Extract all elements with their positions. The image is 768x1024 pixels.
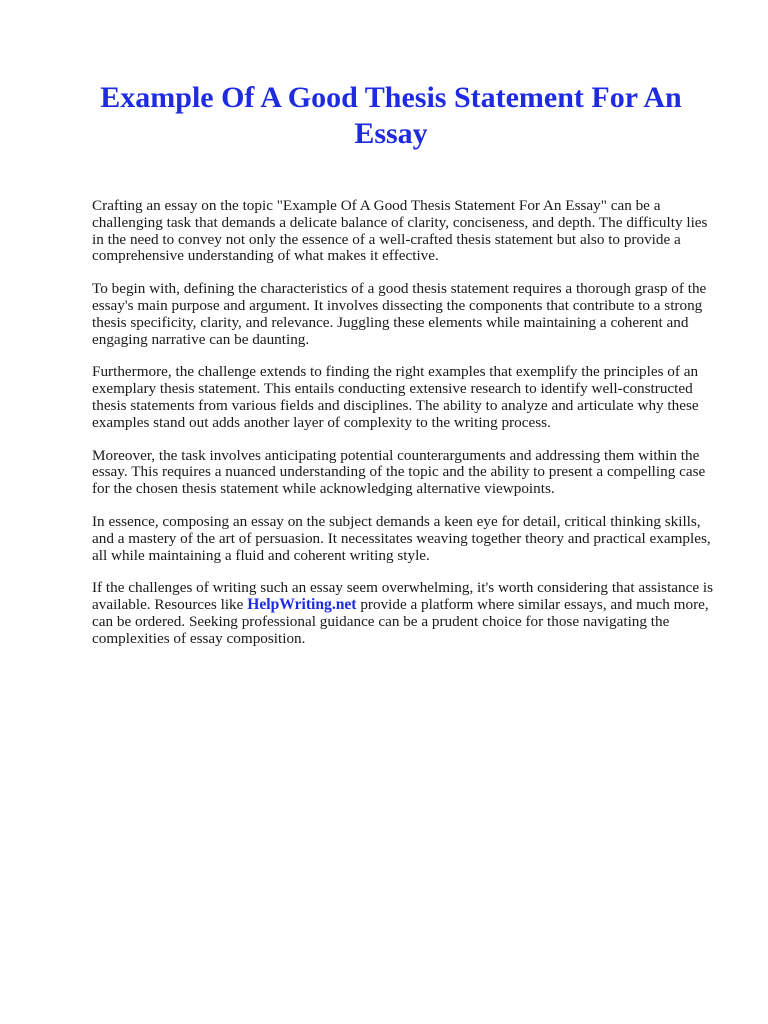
paragraph-characteristics: To begin with, defining the characteristics of a good thesis statement requires a thorough grasp of the essay's main purpose and argument. It involves dissecting the components that contribute to a strong thesis specificity, clarity, and relevance. Juggling these elements while maintaining a coherent and engaging narrative can be daunting.	[92, 280, 707, 348]
closing-text-before-link: If the challenges of writing such an essay seem overwhelming, it's worth considering that assistance is available. Resources like	[92, 579, 714, 614]
helpwriting-link[interactable]: HelpWriting.net	[247, 596, 357, 614]
paragraph-examples: Furthermore, the challenge extends to finding the right examples that exemplify the principles of an exemplary thesis statement. This entails conducting extensive research to identify well-constructed thesis statements from various fields and disciplines. The ability to analyze and articulate why these examples stand out adds another layer of complexity to the writing process.	[92, 363, 699, 431]
closing-text-after-link: provide a platform where similar essays, and much more, can be ordered. Seeking professional guidance can be a prudent choice for those navigating the complexities of essay composition.	[92, 596, 709, 647]
paragraph-closing	[92, 580, 722, 647]
paragraph-counterarguments: Moreover, the task involves anticipating potential counterarguments and addressing them within the essay. This requires a nuanced understanding of the topic and the ability to present a compelling case for the chosen thesis statement while acknowledging alternative viewpoints.	[92, 446, 706, 498]
document-title: Example Of A Good Thesis Statement For An Essay	[100, 81, 682, 150]
paragraph-essence: In essence, composing an essay on the subject demands a keen eye for detail, critical thinking skills, and a mastery of the art of persuasion. It necessitates weaving together theory and practical examples, all while maintaining a fluid and coherent writing style.	[92, 512, 711, 564]
paragraph-intro: Crafting an essay on the topic "Example Of A Good Thesis Statement For An Essay" can be a challenging task that demands a delicate balance of clarity, conciseness, and depth. The difficulty lies in the need to convey not only the essence of a well-crafted thesis statement but also to provide a comprehensive understanding of what makes it effective.	[92, 197, 708, 265]
